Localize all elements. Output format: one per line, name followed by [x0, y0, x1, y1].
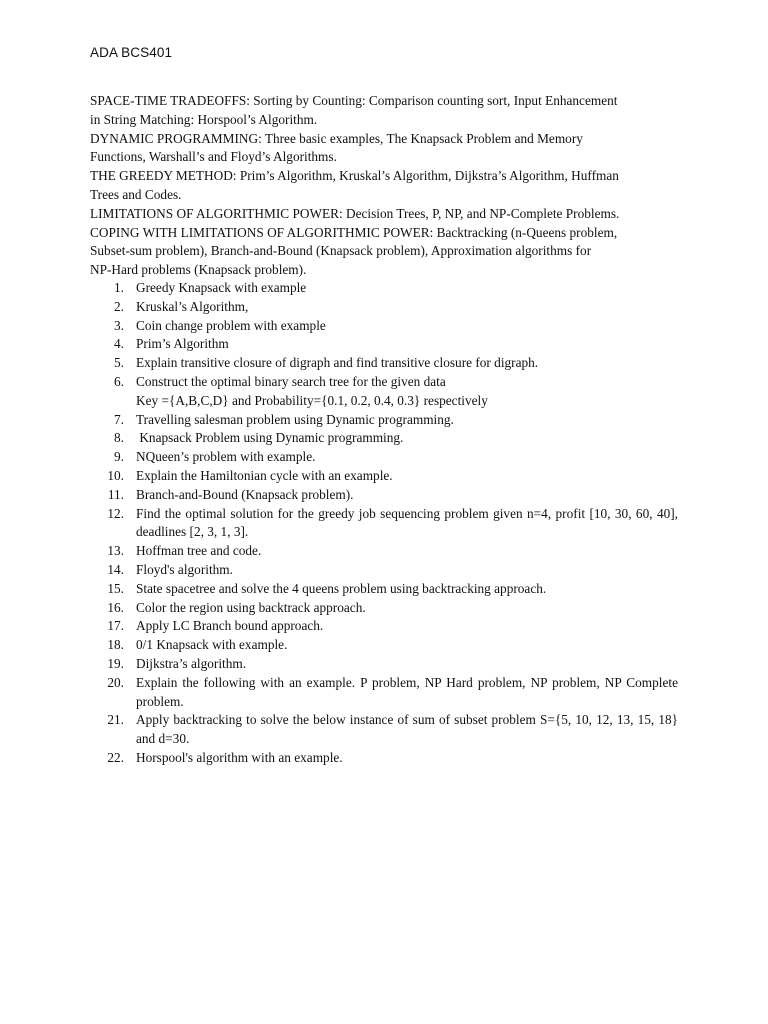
- question-item: [90, 429, 678, 448]
- question-number: 3.: [114, 317, 124, 333]
- syllabus-line: THE GREEDY METHOD: Prim’s Algorithm, Kruskal’s Algorithm, Dijkstra’s Algorithm, Huffman: [90, 168, 619, 184]
- question-text: Travelling salesman problem using Dynamic programming.: [136, 411, 454, 427]
- question-text: Explain the following with an example. P problem, NP Hard problem, NP problem, NP Complete problem.: [136, 674, 678, 709]
- question-item: [90, 505, 678, 543]
- question-number: 6.: [114, 373, 124, 389]
- question-number: 1.: [114, 280, 124, 295]
- question-text: Dijkstra’s algorithm.: [136, 655, 247, 671]
- syllabus-line: NP-Hard problems (Knapsack problem).: [90, 262, 307, 278]
- question-text: Floyd's algorithm.: [136, 561, 233, 577]
- question-text: Prim’s Algorithm: [136, 336, 229, 352]
- question-item: [90, 636, 678, 655]
- syllabus-section: [90, 92, 650, 280]
- question-item: [90, 373, 678, 411]
- question-number: 10.: [107, 467, 124, 483]
- question-text: Color the region using backtrack approach.: [136, 599, 366, 615]
- syllabus-line: Functions, Warshall’s and Floyd’s Algorithms.: [90, 149, 337, 165]
- question-text: Greedy Knapsack with example: [136, 280, 307, 295]
- question-number: 22.: [107, 749, 124, 765]
- question-text: Explain the Hamiltonian cycle with an example.: [136, 467, 393, 483]
- question-number: 19.: [107, 655, 124, 671]
- syllabus-line: Subset-sum problem), Branch-and-Bound (Knapsack problem), Approximation algorithms for: [90, 243, 592, 259]
- question-number: 9.: [114, 449, 124, 465]
- question-text: 0/1 Knapsack with example.: [136, 637, 288, 653]
- question-subtext: Key ={A,B,C,D} and Probability={0.1, 0.2, 0.4, 0.3} respectively: [136, 392, 488, 408]
- question-item: [90, 448, 678, 467]
- question-item: [90, 542, 678, 561]
- question-item: [90, 561, 678, 580]
- question-text: Kruskal’s Algorithm,: [136, 298, 249, 314]
- question-number: 2.: [114, 298, 124, 314]
- question-number: 11.: [107, 486, 124, 502]
- question-item: [90, 279, 678, 298]
- question-number: 13.: [107, 543, 124, 559]
- question-item: [90, 749, 678, 768]
- question-text: Apply LC Branch bound approach.: [136, 618, 324, 634]
- question-text: State spacetree and solve the 4 queens problem using backtracking approach.: [136, 580, 547, 596]
- question-text: Apply backtracking to solve the below instance of sum of subset problem S={5, 10, 12, 13, 15, 18} and d=30.: [136, 712, 678, 747]
- question-number: 8.: [114, 430, 124, 446]
- syllabus-line: Trees and Codes.: [90, 186, 182, 202]
- syllabus-line: SPACE-TIME TRADEOFFS: Sorting by Counting: Comparison counting sort, Input Enhancement: [90, 93, 618, 108]
- question-text: Knapsack Problem using Dynamic programming.: [136, 430, 404, 446]
- syllabus-line: DYNAMIC PROGRAMMING: Three basic examples, The Knapsack Problem and Memory: [90, 130, 583, 146]
- question-item: [90, 580, 678, 599]
- question-number: 17.: [107, 618, 124, 634]
- syllabus-line: LIMITATIONS OF ALGORITHMIC POWER: Decision Trees, P, NP, and NP-Complete Problems.: [90, 205, 620, 221]
- question-list: [90, 279, 678, 768]
- question-text: Coin change problem with example: [136, 317, 326, 333]
- question-item: [90, 467, 678, 486]
- question-number: 18.: [107, 637, 124, 653]
- syllabus-line: COPING WITH LIMITATIONS OF ALGORITHMIC POWER: Backtracking (n-Queens problem,: [90, 224, 618, 240]
- question-item: [90, 317, 678, 336]
- document-header: ADA BCS401: [90, 45, 173, 60]
- syllabus-line: in String Matching: Horspool’s Algorithm.: [90, 111, 318, 127]
- question-item: [90, 486, 678, 505]
- question-item: [90, 298, 678, 317]
- question-text: NQueen’s problem with example.: [136, 449, 316, 465]
- question-text: Hoffman tree and code.: [136, 543, 262, 559]
- question-number: 4.: [114, 336, 124, 352]
- question-number: 12.: [107, 505, 124, 521]
- question-number: 21.: [107, 712, 124, 728]
- question-text: Explain transitive closure of digraph and find transitive closure for digraph.: [136, 355, 539, 371]
- question-item: [90, 617, 678, 636]
- question-item: [90, 335, 678, 354]
- question-number: 16.: [107, 599, 124, 615]
- question-number: 20.: [107, 674, 124, 690]
- question-text: Branch-and-Bound (Knapsack problem).: [136, 486, 354, 502]
- question-item: [90, 674, 678, 712]
- question-item: [90, 655, 678, 674]
- question-item: [90, 599, 678, 618]
- question-text: Find the optimal solution for the greedy job sequencing problem given n=4, profit [10, 30, 60, 40], deadlines [2, 3, 1, 3].: [136, 505, 678, 540]
- question-text: Horspool's algorithm with an example.: [136, 749, 343, 765]
- question-number: 15.: [107, 580, 124, 596]
- question-item: [90, 354, 678, 373]
- question-number: 14.: [107, 561, 124, 577]
- question-number: 5.: [114, 355, 124, 371]
- question-item: [90, 711, 678, 749]
- question-text: Construct the optimal binary search tree for the given data: [136, 373, 446, 389]
- question-number: 7.: [114, 411, 124, 427]
- question-item: [90, 411, 678, 430]
